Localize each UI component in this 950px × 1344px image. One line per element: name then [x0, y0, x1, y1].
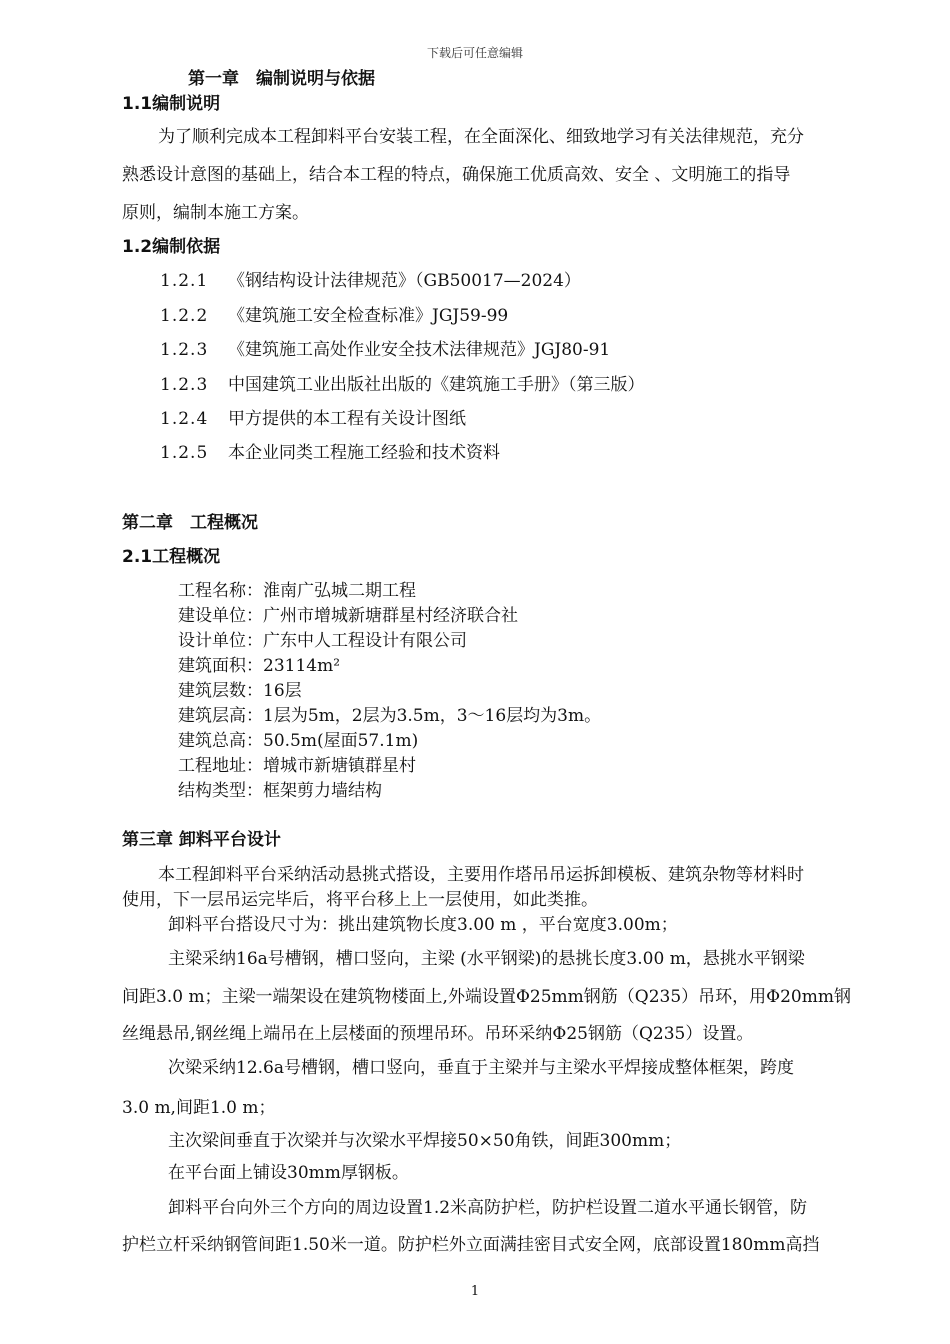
project-info-line: 建筑层数：16层	[178, 681, 302, 701]
chapter-2-title: 第二章 工程概况	[122, 513, 258, 533]
reference-text: 《建筑施工安全检查标准》JGJ59-99	[228, 306, 509, 326]
page-header: 下载后可任意编辑	[426, 46, 523, 60]
paragraph-line: 卸料平台搭设尺寸为：挑出建筑物长度3.00 m ，平台宽度3.00m；	[168, 915, 678, 935]
project-info-line: 工程地址：增城市新塘镇群星村	[178, 756, 416, 776]
section-2-1-title: 2.1工程概况	[122, 547, 221, 567]
reference-text: 《建筑施工高处作业安全技术法律规范》JGJ80-91	[228, 340, 611, 360]
paragraph-line: 熟悉设计意图的基础上，结合本工程的特点，确保施工优质高效、安全 、文明施工的指导	[122, 165, 791, 185]
paragraph-line: 原则，编制本施工方案。	[122, 203, 309, 223]
reference-item	[160, 335, 610, 360]
paragraph-line: 间距3.0 m；主梁一端架设在建筑物楼面上,外端设置Φ25mm钢筋（Q235）吊环，用Φ20mm钢	[122, 987, 851, 1007]
paragraph-line: 护栏立杆采纳钢管间距1.50米一道。防护栏外立面满挂密目式安全网，底部设置180mm高挡	[122, 1235, 820, 1255]
reference-text: 甲方提供的本工程有关设计图纸	[228, 409, 466, 429]
paragraph-line: 丝绳悬吊,钢丝绳上端吊在上层楼面的预埋吊环。吊环采纳Φ25钢筋（Q235）设置。	[122, 1024, 754, 1044]
reference-number: 1.2.2	[160, 306, 209, 326]
reference-number: 1.2.3	[160, 340, 209, 360]
reference-item	[160, 438, 500, 463]
reference-item	[160, 266, 581, 291]
project-info-line: 工程名称：淮南广弘城二期工程	[178, 581, 416, 601]
reference-item	[160, 370, 645, 395]
project-info-line: 建筑层高：1层为5m，2层为3.5m，3～16层均为3m。	[178, 706, 602, 726]
section-1-1-title: 1.1编制说明	[122, 94, 221, 114]
paragraph-line: 为了顺利完成本工程卸料平台安装工程，在全面深化、细致地学习有关法律规范，充分	[158, 127, 804, 147]
paragraph-line: 主次梁间垂直于次梁并与次梁水平焊接50×50角铁，间距300mm；	[168, 1131, 682, 1151]
chapter-3-title: 第三章 卸料平台设计	[122, 830, 281, 850]
project-info-line: 结构类型：框架剪力墙结构	[178, 781, 382, 801]
paragraph-line: 使用，下一层吊运完毕后，将平台移上上一层使用，如此类推。	[122, 890, 598, 910]
paragraph-line: 次梁采纳12.6a号槽钢，槽口竖向，垂直于主梁并与主梁水平焊接成整体框架，跨度	[168, 1058, 794, 1078]
reference-text: 《钢结构设计法律规范》（GB50017—2024）	[228, 271, 581, 291]
reference-text: 本企业同类工程施工经验和技术资料	[228, 443, 500, 463]
project-info-line: 设计单位：广东中人工程设计有限公司	[178, 631, 467, 651]
reference-item	[160, 404, 466, 429]
reference-number: 1.2.5	[160, 443, 209, 463]
paragraph-line: 3.0 m,间距1.0 m；	[122, 1098, 276, 1118]
reference-number: 1.2.3	[160, 375, 209, 395]
reference-number: 1.2.1	[160, 271, 209, 291]
project-info-line: 建设单位：广州市增城新塘群星村经济联合社	[178, 606, 518, 626]
paragraph-line: 主梁采纳16a号槽钢，槽口竖向，主梁 (水平钢梁)的悬挑长度3.00 m，悬挑水平钢梁	[168, 949, 805, 969]
section-1-2-title: 1.2编制依据	[122, 237, 221, 257]
reference-text: 中国建筑工业出版社出版的《建筑施工手册》（第三版）	[228, 375, 645, 395]
chapter-1-title: 第一章 编制说明与依据	[188, 69, 375, 89]
page-number: 1	[470, 1284, 480, 1299]
project-info-line: 建筑面积：23114m²	[178, 656, 341, 676]
project-info-line: 建筑总高：50.5m(屋面57.1m)	[178, 731, 419, 751]
paragraph-line: 卸料平台向外三个方向的周边设置1.2米高防护栏，防护栏设置二道水平通长钢管，防	[168, 1198, 808, 1218]
paragraph-line: 在平台面上铺设30mm厚钢板。	[168, 1163, 409, 1183]
paragraph-line: 本工程卸料平台采纳活动悬挑式搭设，主要用作塔吊吊运拆卸模板、建筑杂物等材料时	[158, 865, 804, 885]
reference-number: 1.2.4	[160, 409, 209, 429]
reference-item	[160, 301, 508, 326]
